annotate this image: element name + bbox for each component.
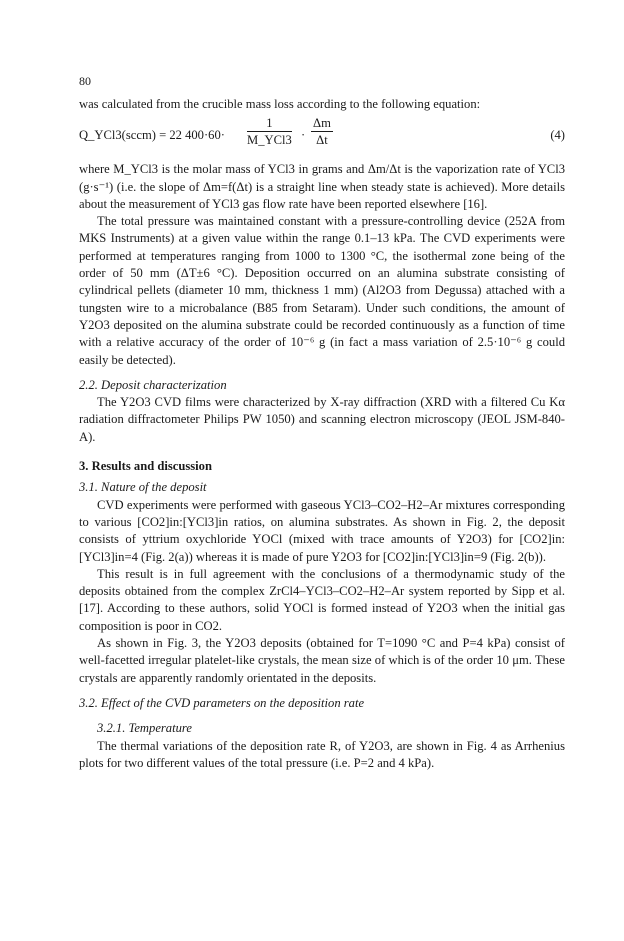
paragraph-molar-mass: where M_YCl3 is the molar mass of YCl3 in grams and Δm/Δt is the vaporization rate of YCl3 (g·s⁻¹) (i.e. the slope of Δm=f(Δt) is a straight line when steady state is achieved). More details about the measurement of YCl3 gas flow rate have been reported elsewhere [16].	[79, 162, 565, 211]
multiply-dot: ·	[301, 128, 306, 143]
intro-line: was calculated from the crucible mass loss according to the following equation:	[79, 97, 481, 111]
heading-nature-of-deposit: 3.1. Nature of the deposit	[79, 480, 207, 495]
fraction-denominator: M_YCl3	[247, 133, 292, 148]
equation-4	[79, 115, 565, 157]
paragraph-total-pressure: The total pressure was maintained constant with a pressure-controlling device (252A from MKS Instruments) at a given value within the range 0.1–13 kPa. The CVD experiments were performed at temperatures ranging from 1000 to 1300 °C, the isothermal zone being of the order of 50 mm (ΔT±6 °C). Deposition occurred on an alumina substrate consisting of cylindrical pellets (diameter 10 mm, thickness 1 mm) (Al2O3 from Degussa) attached with a tungsten wire to a microbalance (B85 from Setaram). Under such conditions, the amount of Y2O3 deposited on the alumina substrate could be recorded continuously as a function of time with a relative accuracy of the order of 10⁻⁶ g (in fact a mass variation of 2.5·10⁻⁶ g could easily be detected).	[79, 214, 565, 367]
fraction-mass-over-time	[311, 115, 333, 148]
equation-number: (4)	[550, 128, 565, 143]
paragraph-thermal-variations: The thermal variations of the deposition rate R, of Y2O3, are shown in Fig. 4 as Arrhenius plots for two different values of the total pressure (i.e. P=2 and 4 kPa).	[79, 738, 565, 770]
paragraph-crystals: As shown in Fig. 3, the Y2O3 deposits (obtained for T=1090 °C and P=4 kPa) consist of well-facetted irregular platelet-like crystals, the mean size of which is of the order 10 μm. These crystals are apparently randomly orientated in the deposits.	[79, 636, 565, 685]
heading-deposit-characterization: 2.2. Deposit characterization	[79, 377, 227, 392]
page-number: 80	[79, 74, 91, 88]
heading-results-discussion: 3. Results and discussion	[79, 459, 212, 474]
fraction-numerator: 1	[247, 115, 292, 132]
article-body	[79, 96, 565, 772]
heading-temperature: 3.2.1. Temperature	[97, 721, 192, 736]
paragraph-thermodynamic-study: This result is in full agreement with the conclusions of a thermodynamic study of the deposits obtained from the complex ZrCl4–YCl3–CO2–H2–Ar system reported by Sipp et al. [17]. According to these authors, solid YOCl is formed instead of Y2O3 when the initial gas composition is poor in CO2.	[79, 566, 565, 633]
heading-cvd-parameters: 3.2. Effect of the CVD parameters on the deposition rate	[79, 695, 365, 710]
paragraph-xrd: The Y2O3 CVD films were characterized by X-ray diffraction (XRD with a filtered Cu Kα radiation diffractometer Philips PW 1050) and scanning electron microscopy (JEOL JSM-840-A).	[79, 395, 565, 444]
equation-lhs: Q_YCl3(sccm) = 22 400·60·	[79, 128, 225, 143]
fraction-numerator: Δm	[313, 116, 331, 131]
fraction-denominator: Δt	[316, 133, 328, 148]
paragraph-cvd-experiments: CVD experiments were performed with gaseous YCl3–CO2–H2–Ar mixtures corresponding to various [CO2]in:[YCl3]in ratios, on alumina substrates. As shown in Fig. 2, the deposit consists of yttrium oxychloride YOCl (mixed with trace amounts of Y2O3) for [CO2]in:[YCl3]in=4 (Fig. 2(a)) whereas it is made of pure Y2O3 for [CO2]in:[YCl3]in=9 (Fig. 2(b)).	[79, 497, 565, 564]
fraction-one-over-molar-mass	[247, 115, 292, 148]
